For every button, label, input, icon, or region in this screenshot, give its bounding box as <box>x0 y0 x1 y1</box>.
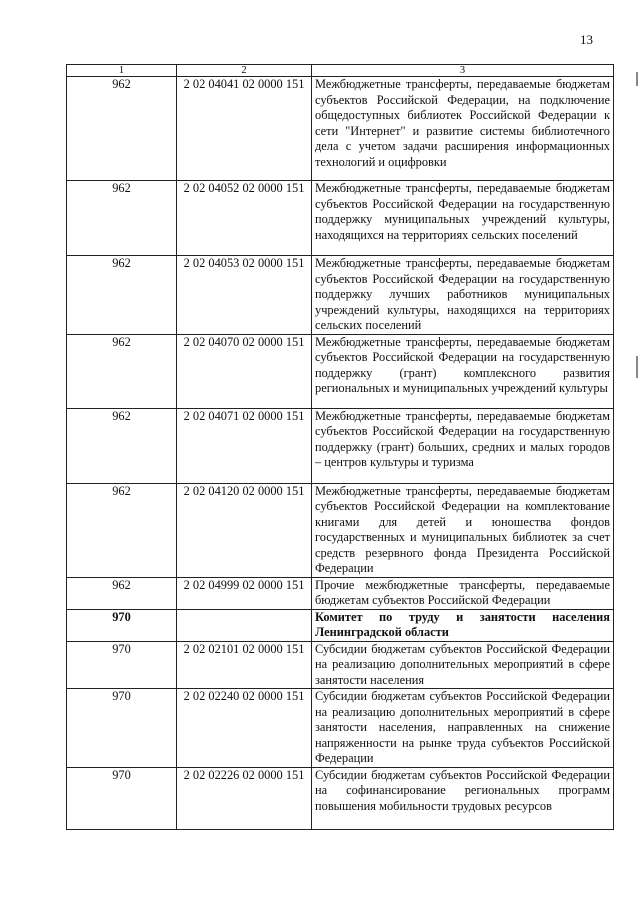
revenue-description: Субсидии бюджетам субъектов Российской Федерации на софинансирование региональных программ повышения мобильности трудовых ресурсов <box>312 767 614 829</box>
scan-edge-mark <box>636 356 638 378</box>
budget-classification-code <box>177 609 312 641</box>
admin-code: 970 <box>67 689 177 768</box>
budget-classification-code: 2 02 04052 02 0000 151 <box>177 181 312 256</box>
column-number-row <box>67 65 614 77</box>
revenue-description: Прочие межбюджетные трансферты, передаваемые бюджетам субъектов Российской Федерации <box>312 577 614 609</box>
column-number: 1 <box>67 65 177 77</box>
table-row <box>67 334 614 408</box>
admin-code: 962 <box>67 181 177 256</box>
revenue-description: Межбюджетные трансферты, передаваемые бюджетам субъектов Российской Федерации на государственную поддержку лучших работников муниципальных учреждений культуры, находящихся на территориях сельских поселений <box>312 256 614 335</box>
budget-classification-code: 2 02 02101 02 0000 151 <box>177 641 312 689</box>
revenue-description: Межбюджетные трансферты, передаваемые бюджетам субъектов Российской Федерации на государственную поддержку муниципальных учреждений культуры, находящихся на территориях сельских поселений <box>312 181 614 256</box>
scan-edge-mark <box>636 72 638 86</box>
revenue-description: Межбюджетные трансферты, передаваемые бюджетам субъектов Российской Федерации, на подключение общедоступных библиотек Российской Федерации к сети "Интернет" и развитие системы библиотечного дела с учетом задачи расширения информационных технологий и оцифровки <box>312 77 614 181</box>
table-row <box>67 483 614 577</box>
table-row <box>67 408 614 483</box>
revenue-description: Межбюджетные трансферты, передаваемые бюджетам субъектов Российской Федерации на государственную поддержку (грант) комплексного развития региональных и муниципальных учреждений культуры <box>312 334 614 408</box>
revenue-description: Субсидии бюджетам субъектов Российской Федерации на реализацию дополнительных мероприятий в сфере занятости населения <box>312 641 614 689</box>
revenue-description: Межбюджетные трансферты, передаваемые бюджетам субъектов Российской Федерации на государственную поддержку (грант) больших, средних и малых городов – центров культуры и туризма <box>312 408 614 483</box>
column-number: 2 <box>177 65 312 77</box>
budget-classification-code: 2 02 04999 02 0000 151 <box>177 577 312 609</box>
budget-classification-code: 2 02 04070 02 0000 151 <box>177 334 312 408</box>
table-row <box>67 181 614 256</box>
admin-code: 962 <box>67 77 177 181</box>
page-number: 13 <box>580 32 593 47</box>
table-row <box>67 77 614 181</box>
admin-code: 970 <box>67 641 177 689</box>
admin-code: 970 <box>67 767 177 829</box>
admin-code: 970 <box>67 609 177 641</box>
budget-classification-code: 2 02 04071 02 0000 151 <box>177 408 312 483</box>
budget-classification-code: 2 02 04041 02 0000 151 <box>177 77 312 181</box>
admin-code: 962 <box>67 483 177 577</box>
table-row <box>67 641 614 689</box>
section-title: Комитет по труду и занятости населения Ленинградской области <box>312 609 614 641</box>
column-number: 3 <box>312 65 614 77</box>
revenue-description: Межбюджетные трансферты, передаваемые бюджетам субъектов Российской Федерации на комплектование книгами для детей и юношества фондов государственных и муниципальных библиотек за счет средств резервного фонда Президента Российской Федерации <box>312 483 614 577</box>
table-row-section-header <box>67 609 614 641</box>
budget-codes-table <box>66 64 614 830</box>
budget-classification-code: 2 02 02226 02 0000 151 <box>177 767 312 829</box>
table-row <box>67 767 614 829</box>
revenue-description: Субсидии бюджетам субъектов Российской Федерации на реализацию дополнительных мероприятий в сфере занятости населения, направленных на снижение напряженности на рынке труда субъектов Российской Федерации <box>312 689 614 768</box>
admin-code: 962 <box>67 577 177 609</box>
admin-code: 962 <box>67 334 177 408</box>
budget-classification-code: 2 02 02240 02 0000 151 <box>177 689 312 768</box>
budget-classification-code: 2 02 04053 02 0000 151 <box>177 256 312 335</box>
table-row <box>67 256 614 335</box>
admin-code: 962 <box>67 408 177 483</box>
table-row <box>67 689 614 768</box>
table-row <box>67 577 614 609</box>
admin-code: 962 <box>67 256 177 335</box>
budget-classification-code: 2 02 04120 02 0000 151 <box>177 483 312 577</box>
